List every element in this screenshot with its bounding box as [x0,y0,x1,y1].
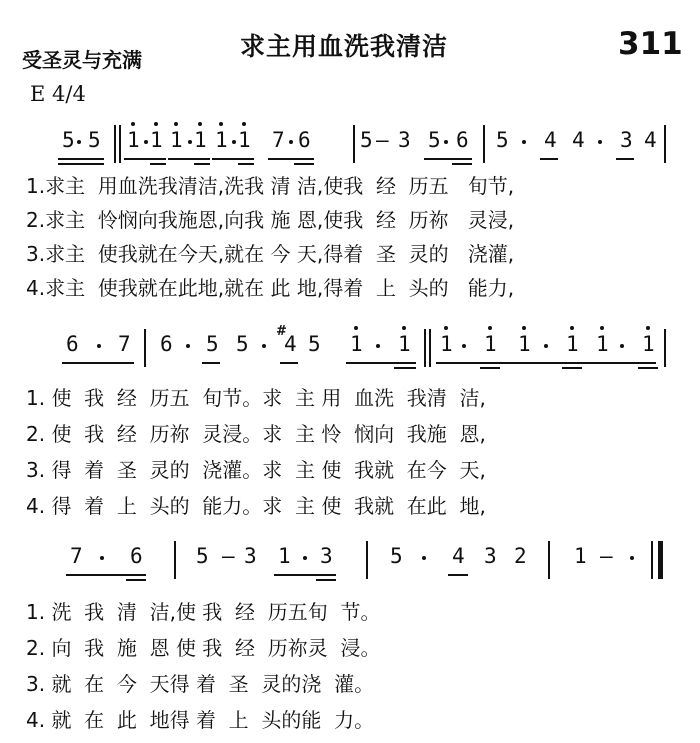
note: 5 [62,128,75,152]
lyric-line-4: 4.求主 使我就在此地,就在 此 地,得着 上 头的 能力, [26,276,515,300]
underline [212,158,238,160]
note: 5 [206,332,219,356]
underline [562,367,582,369]
note: 1 [215,128,228,152]
note: 5 [196,544,209,568]
underline [124,158,150,160]
note: 5 [88,128,101,152]
note: 1 [194,128,207,152]
hymn-category: 受圣灵与充满 [22,48,142,72]
bar-line [353,125,355,163]
music-system-1 [0,120,700,310]
dot [262,344,266,348]
note: 3 [398,128,411,152]
underline [638,367,658,369]
underline [616,158,634,160]
dot [376,344,380,348]
bar-line [548,541,550,579]
bar-line [429,329,431,367]
hymn-number: 311 [618,26,683,62]
bar-line [664,329,666,367]
octave-dot [198,122,202,126]
dot [544,344,548,348]
dot [422,556,426,560]
lyric-line-4: 4. 得 着 上 头的 能力。求 主 使 我就 在此 地, [26,494,486,518]
note: 1 [127,128,140,152]
lyric-line-1: 1. 使 我 经 历五 旬节。求 主 用 血洗 我清 洁, [26,386,486,410]
note: 3 [244,544,257,568]
underline [62,362,134,364]
octave-dot [444,326,448,330]
octave-dot [488,326,492,330]
note: 6 [130,544,143,568]
underline [268,158,314,160]
octave-dot [402,326,406,330]
note: 1 [170,128,183,152]
underline [294,163,314,165]
note: 6 [66,332,79,356]
final-bar-thin [651,541,653,579]
dot [97,344,101,348]
music-system-3 [0,536,700,736]
note: 1 [150,128,163,152]
lyric-line-3: 3.求主 使我就在今天,就在 今 天,得着 圣 灵的 浇灌, [26,242,515,266]
dot [444,140,448,144]
note: 3 [484,544,497,568]
note: 3 [620,128,633,152]
note: 3 [320,544,333,568]
bar-line [174,541,176,579]
underline [394,367,416,369]
underline [448,574,468,576]
note: 5 [496,128,509,152]
note: 1 [596,332,609,356]
note: 5 [308,332,321,356]
octave-dot [354,326,358,330]
dot [77,140,81,144]
underline [150,158,166,160]
underline [58,158,104,160]
bar-line [366,541,368,579]
underline [202,362,220,364]
note: 6 [298,128,311,152]
note: 4 [544,128,557,152]
underline [452,163,472,165]
note: 1 [518,332,531,356]
notation-row [0,536,700,580]
note: 4 [644,128,657,152]
bar-line [483,125,485,163]
octave-dot [646,326,650,330]
lyric-line-4: 4. 就 在 此 地得 着 上 头的能 力。 [26,708,375,732]
dot [186,344,190,348]
dot [462,344,466,348]
underline [58,163,104,165]
underline [316,579,336,581]
hymn-title: 求主用血洗我清洁 [240,32,449,61]
note: 7 [118,332,131,356]
note: — [376,128,389,152]
lyric-line-1: 1. 洗 我 清 洁,使 我 经 历五旬 节。 [26,600,381,624]
note: — [600,544,613,568]
note: 1 [484,332,497,356]
octave-dot [600,326,604,330]
underline [238,163,254,165]
note: 4 [572,128,585,152]
underline [126,579,146,581]
lyric-line-3: 3. 得 着 圣 灵的 浇灌。求 主 使 我就 在今 天, [26,458,486,482]
octave-dot [154,122,158,126]
note: 4 [452,544,465,568]
dot [232,140,236,144]
note: 6 [456,128,469,152]
note: 1 [278,544,291,568]
underline [194,158,210,160]
lyric-line-2: 2. 向 我 施 恩 使 我 经 历祢灵 浸。 [26,636,381,660]
dot [303,556,307,560]
octave-dot [219,122,223,126]
underline [480,367,500,369]
dot [188,140,192,144]
bar-line [114,125,116,163]
bar-line [119,125,121,163]
underline [168,158,194,160]
notation-row [0,120,700,164]
dot [630,556,634,560]
note: 4 [284,332,297,356]
final-bar-thick [658,541,663,579]
lyric-line-1: 1.求主 用血洗我清洁,洗我 清 洁,使我 经 历五 旬节, [26,174,515,198]
octave-dot [522,326,526,330]
dot [522,140,526,144]
underline [274,574,336,576]
note: 1 [398,332,411,356]
underline [150,163,166,165]
dot [598,140,602,144]
bar-line [424,329,426,367]
lyric-line-2: 2.求主 怜悯向我施恩,向我 施 恩,使我 经 历祢 灵浸, [26,208,515,232]
key-signature: E 4/4 [30,82,86,106]
note: 1 [238,128,251,152]
dot [144,140,148,144]
note: 1 [440,332,453,356]
underline [436,362,656,364]
octave-dot [174,122,178,126]
lyric-line-3: 3. 就 在 今 天得 着 圣 灵的浇 灌。 [26,672,375,696]
dot [100,556,104,560]
note: 5 [360,128,373,152]
note: 1 [350,332,363,356]
note: 7 [70,544,83,568]
notation-row [0,324,700,368]
dot [289,140,293,144]
dot [620,344,624,348]
bar-line [144,329,146,367]
underline [238,158,254,160]
note: 5 [390,544,403,568]
note: 1 [642,332,655,356]
octave-dot [570,326,574,330]
note: 1 [566,332,579,356]
note: 5 [236,332,249,356]
note: 5 [428,128,441,152]
sharp-sign: # [276,324,287,339]
underline [194,163,210,165]
note: 1 [574,544,587,568]
note: 2 [514,544,527,568]
underline [66,574,146,576]
underline [346,362,416,364]
octave-dot [131,122,135,126]
bar-line [664,125,666,163]
lyric-line-2: 2. 使 我 经 历祢 灵浸。求 主 怜 悯向 我施 恩, [26,422,486,446]
underline [540,158,558,160]
note: 7 [272,128,285,152]
octave-dot [242,122,246,126]
note: 6 [160,332,173,356]
music-system-2 [0,324,700,524]
underline [280,362,298,364]
underline [424,158,472,160]
note: — [222,544,235,568]
